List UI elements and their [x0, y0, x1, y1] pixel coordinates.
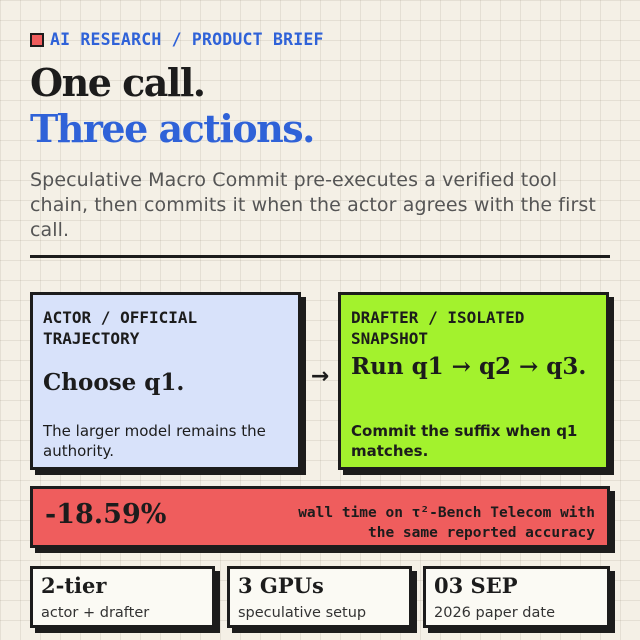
tile-gpus: [227, 566, 412, 628]
tile-architecture: [30, 566, 215, 628]
headline-line-1: One call.: [30, 60, 205, 105]
headline-line-2: Three actions.: [30, 106, 314, 151]
drafter-card-title: Run q1 → q2 → q3.: [351, 353, 587, 380]
stat-value: -18.59%: [45, 499, 167, 530]
stat-note: wall time on τ²-Bench Telecom with the same reported accuracy: [298, 505, 595, 541]
actor-card-label: ACTOR / OFFICIAL TRAJECTORY: [43, 308, 198, 348]
divider: [30, 255, 610, 258]
lede-paragraph: Speculative Macro Commit pre-executes a verified tool chain, then commits it when the actor agrees with the first call.: [30, 169, 596, 241]
tile-caption: actor + drafter: [41, 605, 150, 621]
drafter-card-body: Commit the suffix when q1 matches.: [351, 422, 578, 460]
tile-value: 3 GPUs: [238, 573, 324, 598]
tile-date: [423, 566, 610, 628]
eyebrow: [30, 30, 324, 49]
tile-value: 03 SEP: [434, 573, 518, 598]
drafter-card: [338, 292, 609, 470]
tile-caption: 2026 paper date: [434, 605, 555, 621]
tile-caption: speculative setup: [238, 605, 367, 621]
actor-card: [30, 292, 301, 470]
actor-card-body: The larger model remains the authority.: [43, 422, 266, 460]
eyebrow-label: AI RESEARCH / PRODUCT BRIEF: [50, 30, 324, 49]
eyebrow-square-icon: [30, 33, 44, 47]
stat-banner: [30, 486, 610, 548]
actor-card-title: Choose q1.: [43, 369, 185, 396]
flow-arrow-icon: →: [310, 364, 330, 389]
tile-value: 2-tier: [41, 573, 107, 598]
drafter-card-label: DRAFTER / ISOLATED SNAPSHOT: [351, 308, 525, 348]
